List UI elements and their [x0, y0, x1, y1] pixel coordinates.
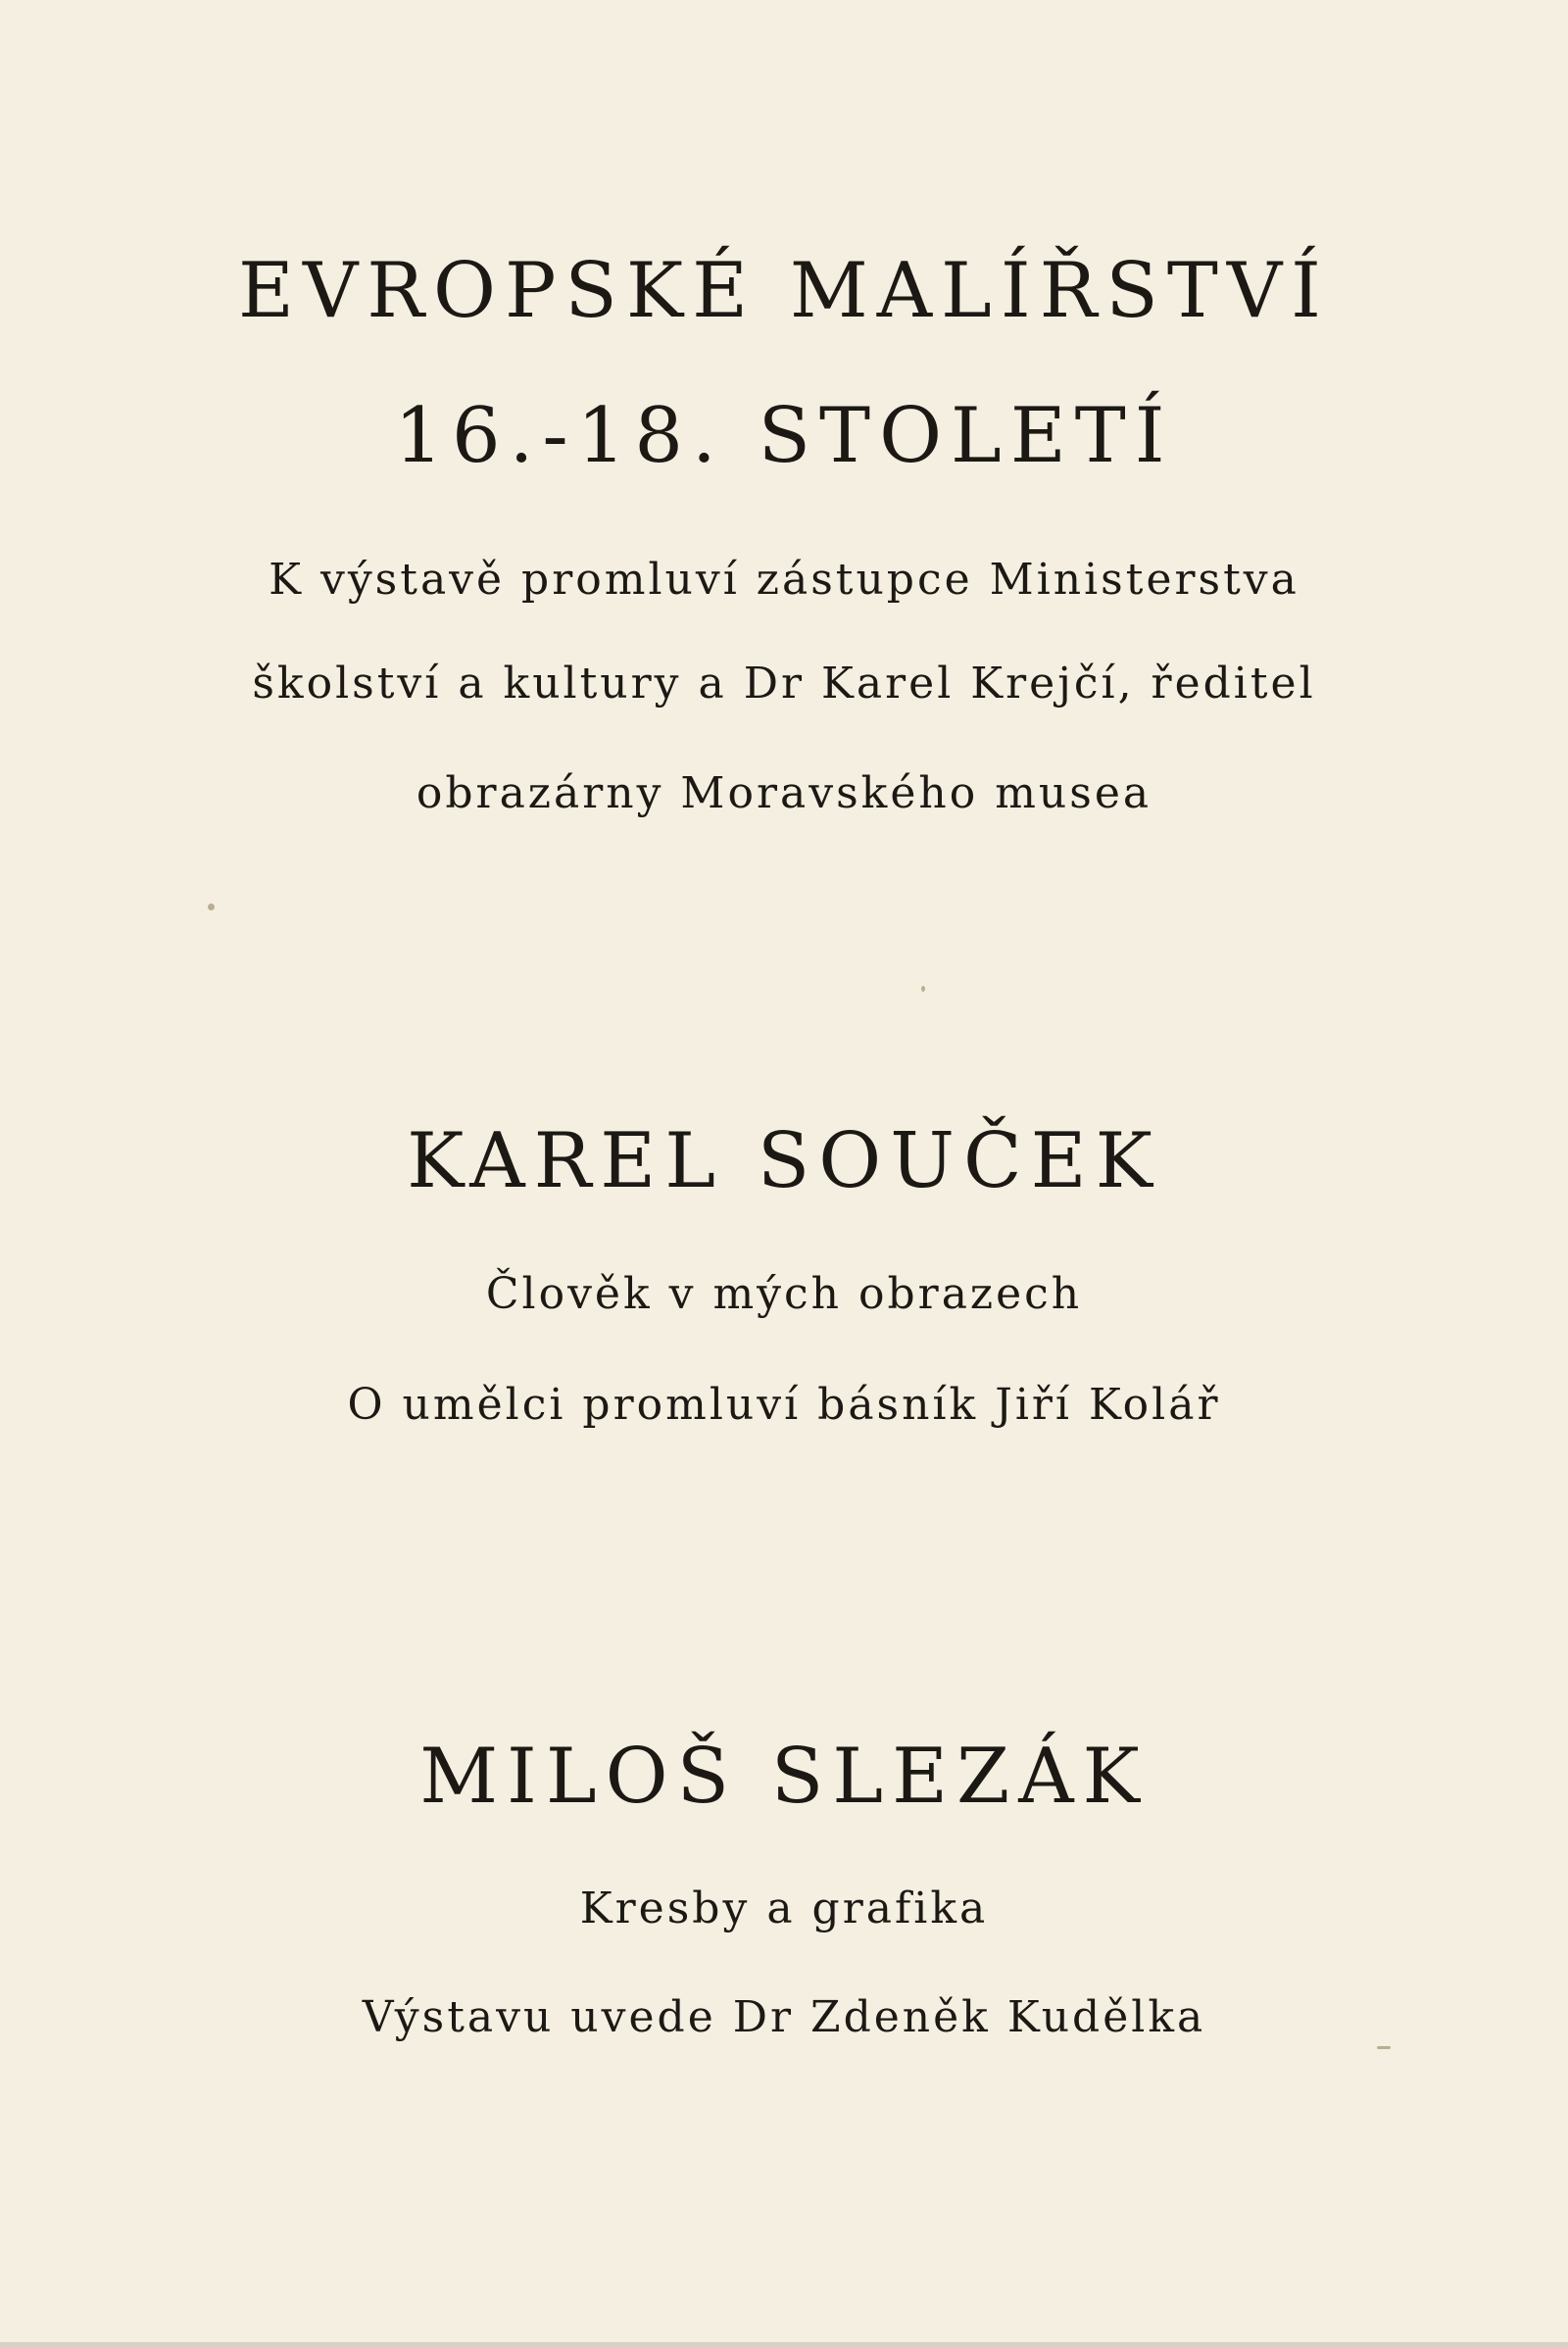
paper-speck	[208, 904, 215, 910]
exhibition-1-text-line-1: K výstavě promluví zástupce Ministerstva	[269, 555, 1299, 605]
exhibition-1-text-line-3: obrazárny Moravského musea	[416, 768, 1152, 818]
exhibition-3-speaker: Výstavu uvede Dr Zdeněk Kudělka	[362, 1992, 1206, 2042]
exhibition-3-subtitle: Kresby a grafika	[579, 1883, 989, 1933]
paper-speck	[921, 986, 925, 992]
exhibition-2-artist-name: KAREL SOUČEK	[407, 1117, 1161, 1205]
paper-bottom-edge	[0, 2342, 1568, 2348]
exhibition-1-title-line-2: 16.-18. STOLETÍ	[394, 392, 1174, 480]
exhibition-1-title-line-1: EVROPSKÉ MALÍŘSTVÍ	[238, 247, 1330, 335]
exhibition-2-speaker: O umělci promluví básník Jiří Kolář	[347, 1380, 1221, 1430]
paper-speck	[1377, 2046, 1391, 2049]
exhibition-1-text-line-2: školství a kultury a Dr Karel Krejčí, ředitel	[252, 659, 1316, 709]
exhibition-2-subtitle: Člověk v mých obrazech	[485, 1269, 1083, 1319]
exhibition-3-artist-name: MILOŠ SLEZÁK	[419, 1733, 1149, 1821]
